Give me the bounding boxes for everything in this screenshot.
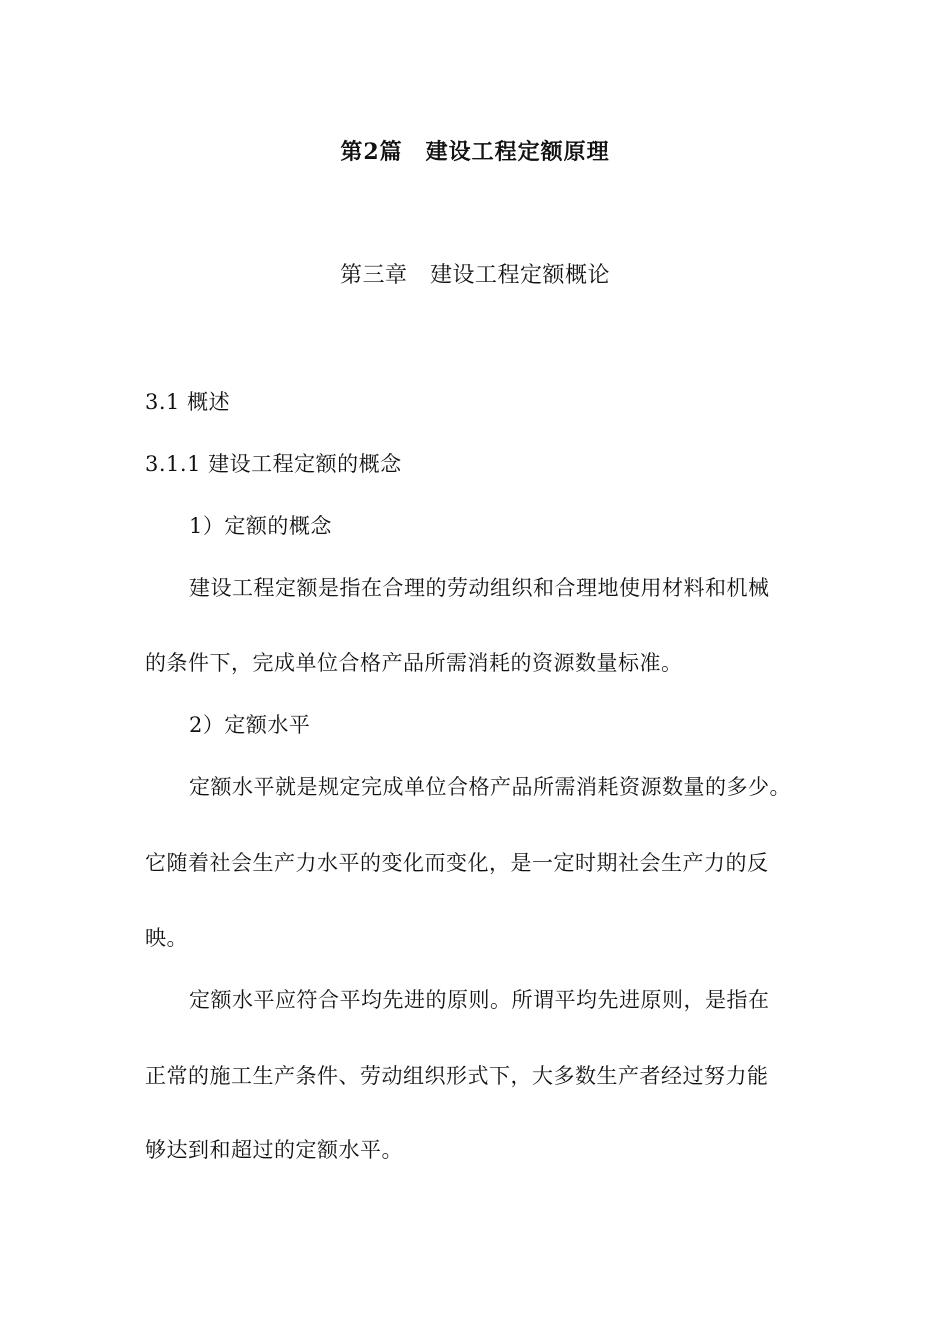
part-title: 第2篇 建设工程定额原理 [340, 139, 610, 165]
section-heading-3-1: 3.1 概述 [145, 390, 231, 414]
paragraph-2-line-3: 映。 [145, 926, 188, 950]
paragraph-3-line-3: 够达到和超过的定额水平。 [145, 1138, 403, 1162]
item-heading-1: 1）定额的概念 [189, 514, 332, 538]
paragraph-1-line-1: 建设工程定额是指在合理的劳动组织和合理地使用材料和机械 [189, 576, 770, 600]
paragraph-3-line-1: 定额水平应符合平均先进的原则。所谓平均先进原则，是指在 [189, 988, 770, 1012]
item-heading-2: 2）定额水平 [189, 713, 311, 737]
chapter-title: 第三章 建设工程定额概论 [339, 263, 610, 288]
paragraph-2-line-1: 定额水平就是规定完成单位合格产品所需消耗资源数量的多少。 [189, 775, 791, 799]
paragraph-1-line-2: 的条件下，完成单位合格产品所需消耗的资源数量标准。 [145, 651, 683, 675]
section-heading-3-1-1: 3.1.1 建设工程定额的概念 [145, 452, 402, 476]
paragraph-2-line-2: 它随着社会生产力水平的变化而变化，是一定时期社会生产力的反 [145, 851, 769, 875]
paragraph-3-line-2: 正常的施工生产条件、劳动组织形式下，大多数生产者经过努力能 [145, 1064, 769, 1088]
